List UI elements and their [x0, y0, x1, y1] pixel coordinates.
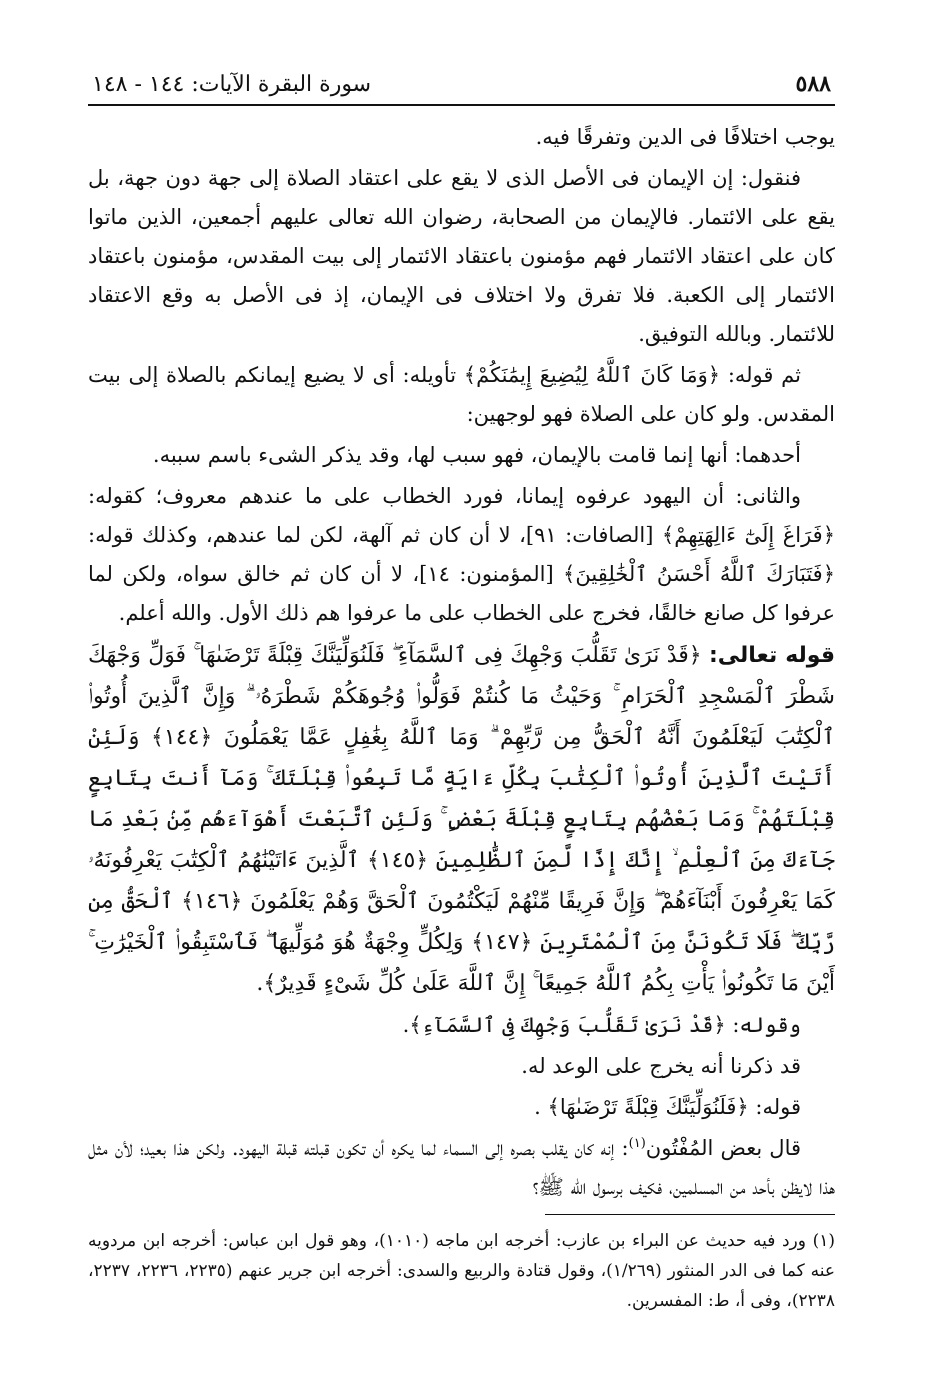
footnote: (١) ورد فيه حديث عن البراء بن عازب: أخرجه ابن ماجه (١٠١٠)، وهو قول ابن عباس: أخرجه ابن مردويه عنه كما فى الدر المنثور (١/٢٦٩)، وقول قتادة والربيع والسدى: أخرجه ابن جرير عنهم (٢٢٣٥، ٢٢٣٦، ٢٢٣٧، ٢٢٣٨)، وفى أ، ط: المفسرين.	[88, 1231, 835, 1311]
quran-verses: ﴿قَدْ نَرَىٰ تَقَلُّبَ وَجْهِكَ فِى ٱلسَّمَآءِ ۖ فَلَنُوَلِّيَنَّكَ قِبْلَةً تَرْضَىٰهَا ۚ فَوَلِّ وَجْهَكَ شَطْرَ ٱلْمَسْجِدِ ٱلْحَرَامِ ۚ وَحَيْثُ مَا كُنتُمْ فَوَلُّوا۟ وُجُوهَكُمْ شَطْرَهُۥ ۗ وَإِنَّ ٱلَّذِينَ أُوتُوا۟ ٱلْكِتَٰبَ لَيَعْلَمُونَ أَنَّهُ ٱلْحَقُّ مِن رَّبِّهِمْ ۗ وَمَا ٱللَّهُ بِغَٰفِلٍ عَمَّا يَعْمَلُونَ ﴿١٤٤﴾ وَلَئِنْ أَتَيْتَ ٱلَّذِينَ أُوتُوا۟ ٱلْكِتَٰبَ بِكُلِّ ءَايَةٍ مَّا تَبِعُوا۟ قِبْلَتَكَ ۚ وَمَآ أَنتَ بِتَابِعٍ قِبْلَتَهُمْ ۚ وَمَا بَعْضُهُم بِتَابِعٍ قِبْلَةَ بَعْضٍ ۚ وَلَئِنِ ٱتَّبَعْتَ أَهْوَآءَهُم مِّنۢ بَعْدِ مَا جَآءَكَ مِنَ ٱلْعِلْمِ ۙ إِنَّكَ إِذًا لَّمِنَ ٱلظَّٰلِمِينَ ﴿١٤٥﴾ ٱلَّذِينَ ءَاتَيْنَٰهُمُ ٱلْكِتَٰبَ يَعْرِفُونَهُۥ كَمَا يَعْرِفُونَ أَبْنَآءَهُمْ ۖ وَإِنَّ فَرِيقًا مِّنْهُمْ لَيَكْتُمُونَ ٱلْحَقَّ وَهُمْ يَعْلَمُونَ ﴿١٤٦﴾ ٱلْحَقُّ مِن رَّبِّكَ ۖ فَلَا تَكُونَنَّ مِنَ ٱلْمُمْتَرِينَ ﴿١٤٧﴾ وَلِكُلٍّ وِجْهَةٌ هُوَ مُوَلِّيهَا ۖ فَٱسْتَبِقُوا۟ ٱلْخَيْرَٰتِ ۚ أَيْنَ مَا تَكُونُوا۟ يَأْتِ بِكُمُ ٱللَّهُ جَمِيعًا ۚ إِنَّ ٱللَّهَ عَلَىٰ كُلِّ شَىْءٍ قَدِيرٌ﴾.	[88, 643, 835, 996]
paragraph-text: : إنه كان يقلب بصره إلى السماء لما يكره أن تكون قبلته قبلة اليهود. ولكن هذا بعيد؛ لأن مثل هذا لايظن بأحد من المسلمين، فكيف برسول الله ﷺ؟	[88, 1136, 835, 1199]
page-header	[92, 64, 831, 104]
paragraph: قد ذكرنا أنه يخرج على الوعد له.	[521, 1054, 801, 1078]
verse-lead-label: قوله تعالى:	[708, 643, 836, 668]
page-number: ٥٨٨	[795, 71, 831, 97]
paragraph: أحدهما: أنها إنما قامت بالإيمان، فهو سبب لها، وقد يذكر الشىء باسم سببه.	[152, 443, 801, 467]
paragraph: ثم قوله: ﴿وَمَا كَانَ ٱللَّهُ لِيُضِيعَ إِيمَٰنَكُمْ﴾ تأويله: أى لا يضيع إيمانكم بالصلاة إلى بيت المقدس. ولو كان على الصلاة فهو لوجهين:	[88, 363, 835, 426]
paragraph-with-footnote	[88, 1129, 835, 1207]
footnotes	[88, 1226, 835, 1316]
footnote-reference: (١)	[628, 1136, 646, 1151]
paragraph: والثانى: أن اليهود عرفوه إيمانا، فورد الخطاب على ما عندهم معروف؛ كقوله: ﴿فَرَاغَ إِلَىٰٓ ءَالِهَتِهِمْ﴾ [الصافات: ٩١]، لا أن كان ثم آلهة، لكن لما عندهم، وكذلك قوله: ﴿فَتَبَارَكَ ٱللَّهُ أَحْسَنُ ٱلْخَٰلِقِينَ﴾ [المؤمنون: ١٤]، لا أن كان ثم خالق سواه، ولكن لما عرفوا كل صانع خالقًا، فخرج على الخطاب على ما عرفوا هم ذلك الأول. والله أعلم.	[88, 484, 836, 625]
header-rule	[88, 104, 835, 106]
paragraph-text: قال بعض المُفْتُون	[645, 1136, 802, 1160]
paragraph: قوله: ﴿فَلَنُوَلِّيَنَّكَ قِبْلَةً تَرْضَىٰهَا﴾ .	[534, 1095, 801, 1119]
main-text	[88, 118, 835, 1209]
paragraph: يوجب اختلافًا فى الدين وتفرقًا فيه.	[535, 125, 835, 149]
quran-verses-block	[88, 635, 835, 1004]
running-title: سورة البقرة الآيات: ١٤٤ - ١٤٨	[92, 71, 372, 97]
footnote-separator	[545, 1214, 835, 1215]
paragraph: فنقول: إن الإيمان فى الأصل الذى لا يقع على اعتقاد الصلاة إلى جهة دون جهة، بل يقع على الائتمار. فالإيمان من الصحابة، رضوان الله تعالى عليهم أجمعين، الذين ماتوا كان على اعتقاد الائتمار فهم مؤمنون باعتقاد الائتمار إلى بيت المقدس، مؤمنون باعتقاد الائتمار إلى الكعبة. فلا تفرق ولا اختلاف فى الإيمان، إذ فى الأصل به وقع الاعتقاد للائتمار. وبالله التوفيق.	[88, 166, 835, 346]
paragraph: وقوله: ﴿قَدْ نَرَىٰ تَقَلُّبَ وَجْهِكَ فِى ٱلسَّمَآءِ﴾.	[402, 1013, 801, 1037]
